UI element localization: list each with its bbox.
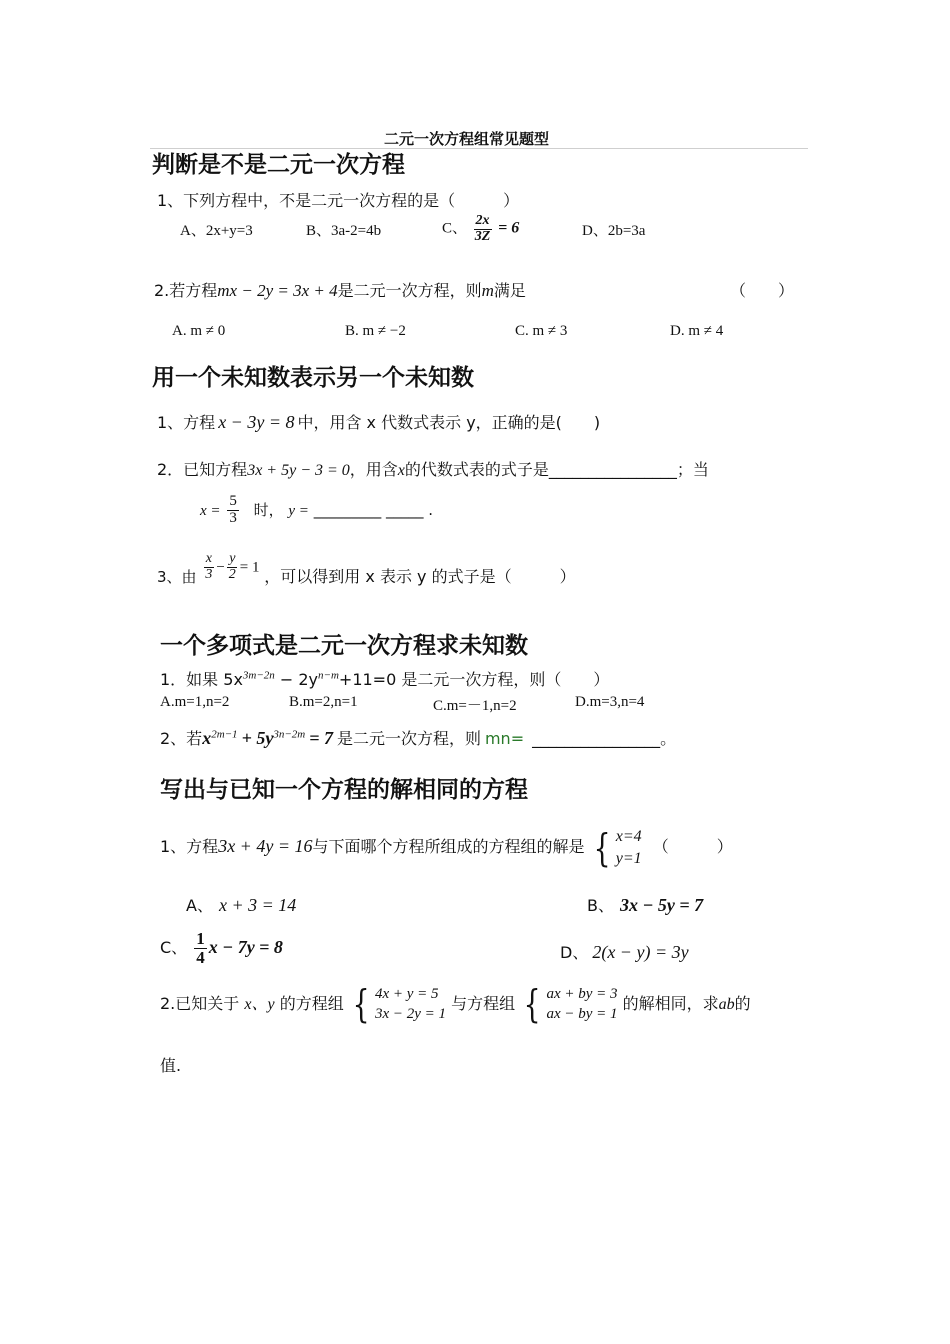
fraction-denominator: 4	[196, 947, 205, 967]
s2-q1-text	[157, 410, 600, 433]
system2-row1: ax + by = 3	[546, 986, 618, 1002]
document-title: 二元一次方程组常见题型	[384, 130, 550, 148]
left-brace-icon: {	[523, 982, 541, 1027]
s4-q1-option-b	[587, 893, 703, 916]
option-label: B、	[587, 896, 614, 915]
option-label: A、	[186, 896, 213, 915]
q-prefix: 2、若	[160, 729, 203, 748]
q-suffix-2: 的	[734, 993, 751, 1013]
s1-q1-option-b: B、3a-2=4b	[306, 223, 382, 239]
exponent-2: n−m	[318, 669, 339, 682]
option-label: C、	[160, 937, 188, 957]
solution-x: x=4	[615, 828, 642, 845]
equation: 3x + 5y − 3 = 0	[247, 462, 350, 479]
x-equals: x =	[200, 502, 221, 519]
option-label: D、	[560, 943, 589, 962]
s1-q1-option-c	[442, 214, 519, 244]
s3-q2-text	[160, 726, 676, 749]
base-x: x	[202, 728, 212, 748]
s3-q1-option-b: B.m=2,n=1	[289, 694, 358, 710]
solution-y: y=1	[615, 849, 642, 867]
section-heading-1: 判断是不是二元一次方程	[152, 152, 405, 178]
option-c-fraction	[194, 930, 207, 967]
q-suffix: ，可以得到用 x 表示 y 的式子是（ ）	[264, 566, 576, 586]
s1-q2-option-b: B. m ≠ −2	[345, 323, 406, 339]
section-heading-4: 写出与已知一个方程的解相同的方程	[160, 777, 528, 803]
option-c-label: C、	[442, 220, 468, 237]
equation: 3x + 4y = 16	[218, 836, 313, 857]
equation-system-2	[520, 984, 617, 1025]
equation-rhs: = 7	[309, 728, 333, 748]
s3-q1-option-d: D.m=3,n=4	[575, 694, 645, 710]
q-suffix: +11=0 是二元一次方程，则（ ）	[338, 670, 610, 689]
s1-q1-text: 1、下列方程中，不是二元一次方程的是（ ）	[157, 191, 520, 210]
s4-q1-option-c	[160, 930, 283, 967]
section-heading-3: 一个多项式是二元一次方程求未知数	[160, 633, 528, 659]
left-brace-icon: {	[352, 982, 370, 1027]
option-equation: x − 7y = 8	[208, 936, 283, 957]
left-brace-icon: {	[593, 825, 611, 870]
option-c-rhs: = 6	[498, 219, 520, 237]
period: 。	[660, 729, 677, 748]
q-prefix: 1、方程	[160, 837, 219, 857]
s4-q1-text	[160, 826, 733, 869]
system2-row2: ax − by = 1	[546, 1006, 618, 1023]
q-mid-1: 的方程组	[279, 993, 344, 1013]
exponent-1: 2m−1	[211, 728, 238, 741]
fraction-denominator: 3Z	[474, 228, 491, 244]
q-mid: ，用含	[349, 460, 398, 479]
s3-q1-text	[160, 667, 609, 690]
answer-blank[interactable]: _________ _____	[313, 500, 424, 519]
s1-q2-option-c: C. m ≠ 3	[515, 323, 568, 339]
equation: x − 3y = 8	[218, 412, 295, 432]
s4-q1-option-a	[186, 893, 296, 916]
equation-rhs: = 1	[239, 559, 260, 576]
option-equation: 2(x − y) = 3y	[592, 942, 689, 962]
fraction-denominator: 3	[205, 566, 213, 582]
q-mid: − 2y	[274, 670, 319, 689]
equation: mx − 2y = 3x + 4	[217, 281, 338, 300]
q-prefix: 1．如果 5x	[160, 670, 243, 689]
fraction-numerator: 5	[229, 493, 237, 509]
q-suffix: 满足	[493, 281, 526, 300]
s1-q1-option-d: D、2b=3a	[582, 223, 646, 239]
system1-row1: 4x + y = 5	[374, 986, 439, 1002]
s2-q2-text	[157, 457, 709, 480]
q-prefix: 1、方程	[157, 413, 216, 432]
solution-system	[590, 826, 642, 869]
answer-paren: （ ）	[652, 837, 733, 857]
minus-sign: −	[216, 559, 225, 576]
s3-q1-option-c: C.m=－1,n=2	[433, 698, 517, 714]
q-suffix: 是二元一次方程，则	[336, 729, 481, 748]
variable: m	[481, 281, 494, 300]
answer-blank[interactable]: ________________	[532, 729, 661, 748]
fraction-numerator: y	[229, 551, 236, 566]
variable: x	[397, 462, 405, 479]
s4-q1-option-d	[560, 940, 689, 963]
exponent-1: 3m−2n	[242, 669, 275, 682]
s4-q2-text	[160, 984, 751, 1025]
section-heading-2: 用一个未知数表示另一个未知数	[152, 365, 474, 391]
q-suffix: 中，用含 x 代数式表示 y，正确的是( )	[297, 413, 601, 432]
q-prefix: 2.已知关于	[160, 993, 240, 1013]
q-mid-2: 与方程组	[451, 993, 516, 1013]
s1-q2-text	[154, 278, 526, 301]
q-suffix: 的代数式表的式子是________________；当	[404, 460, 709, 479]
when-text: 时，	[253, 500, 284, 519]
s3-q1-option-a: A.m=1,n=2	[160, 694, 230, 710]
s2-q2-condition	[200, 494, 433, 527]
s1-q2-option-d: D. m ≠ 4	[670, 323, 724, 339]
fraction-denominator: 3	[229, 509, 237, 526]
q-mid: 是二元一次方程，则	[337, 281, 482, 300]
s1-q2-answer-paren: （ ）	[730, 281, 795, 300]
s1-q1-option-a: A、2x+y=3	[180, 223, 253, 239]
y-equals: y =	[288, 502, 309, 519]
q-prefix: 2．已知方程	[157, 460, 248, 479]
option-equation: x + 3 = 14	[218, 895, 297, 915]
option-c-fraction	[473, 214, 493, 244]
option-equation: 3x − 5y = 7	[619, 895, 704, 915]
x-fraction	[227, 494, 239, 527]
fraction-x-over-3	[203, 552, 214, 582]
term-5y: + 5y	[241, 728, 274, 748]
fraction-y-over-2	[227, 552, 238, 582]
q-suffix: 的解相同，求	[622, 993, 719, 1013]
fraction-numerator: 2x	[475, 213, 490, 228]
q-prefix: 3、由	[157, 567, 197, 586]
fraction-numerator: x	[205, 551, 212, 566]
system1-row2: 3x − 2y = 1	[374, 1006, 447, 1023]
mn-label: mn=	[484, 729, 525, 748]
exponent-2: 3n−2m	[273, 728, 306, 741]
variables: x、y	[244, 995, 275, 1013]
q-prefix: 2.若方程	[154, 281, 218, 300]
s2-q3-text	[157, 551, 576, 586]
period: .	[428, 500, 434, 519]
variable-ab: ab	[718, 995, 735, 1013]
equation-system-1	[349, 984, 446, 1025]
fraction-denominator: 2	[228, 566, 236, 582]
fraction-numerator: 1	[196, 929, 205, 948]
s4-q2-continuation: 值.	[160, 1056, 182, 1075]
q-mid: 与下面哪个方程所组成的方程组的解是	[312, 837, 585, 857]
s1-q2-option-a: A. m ≠ 0	[172, 323, 226, 339]
